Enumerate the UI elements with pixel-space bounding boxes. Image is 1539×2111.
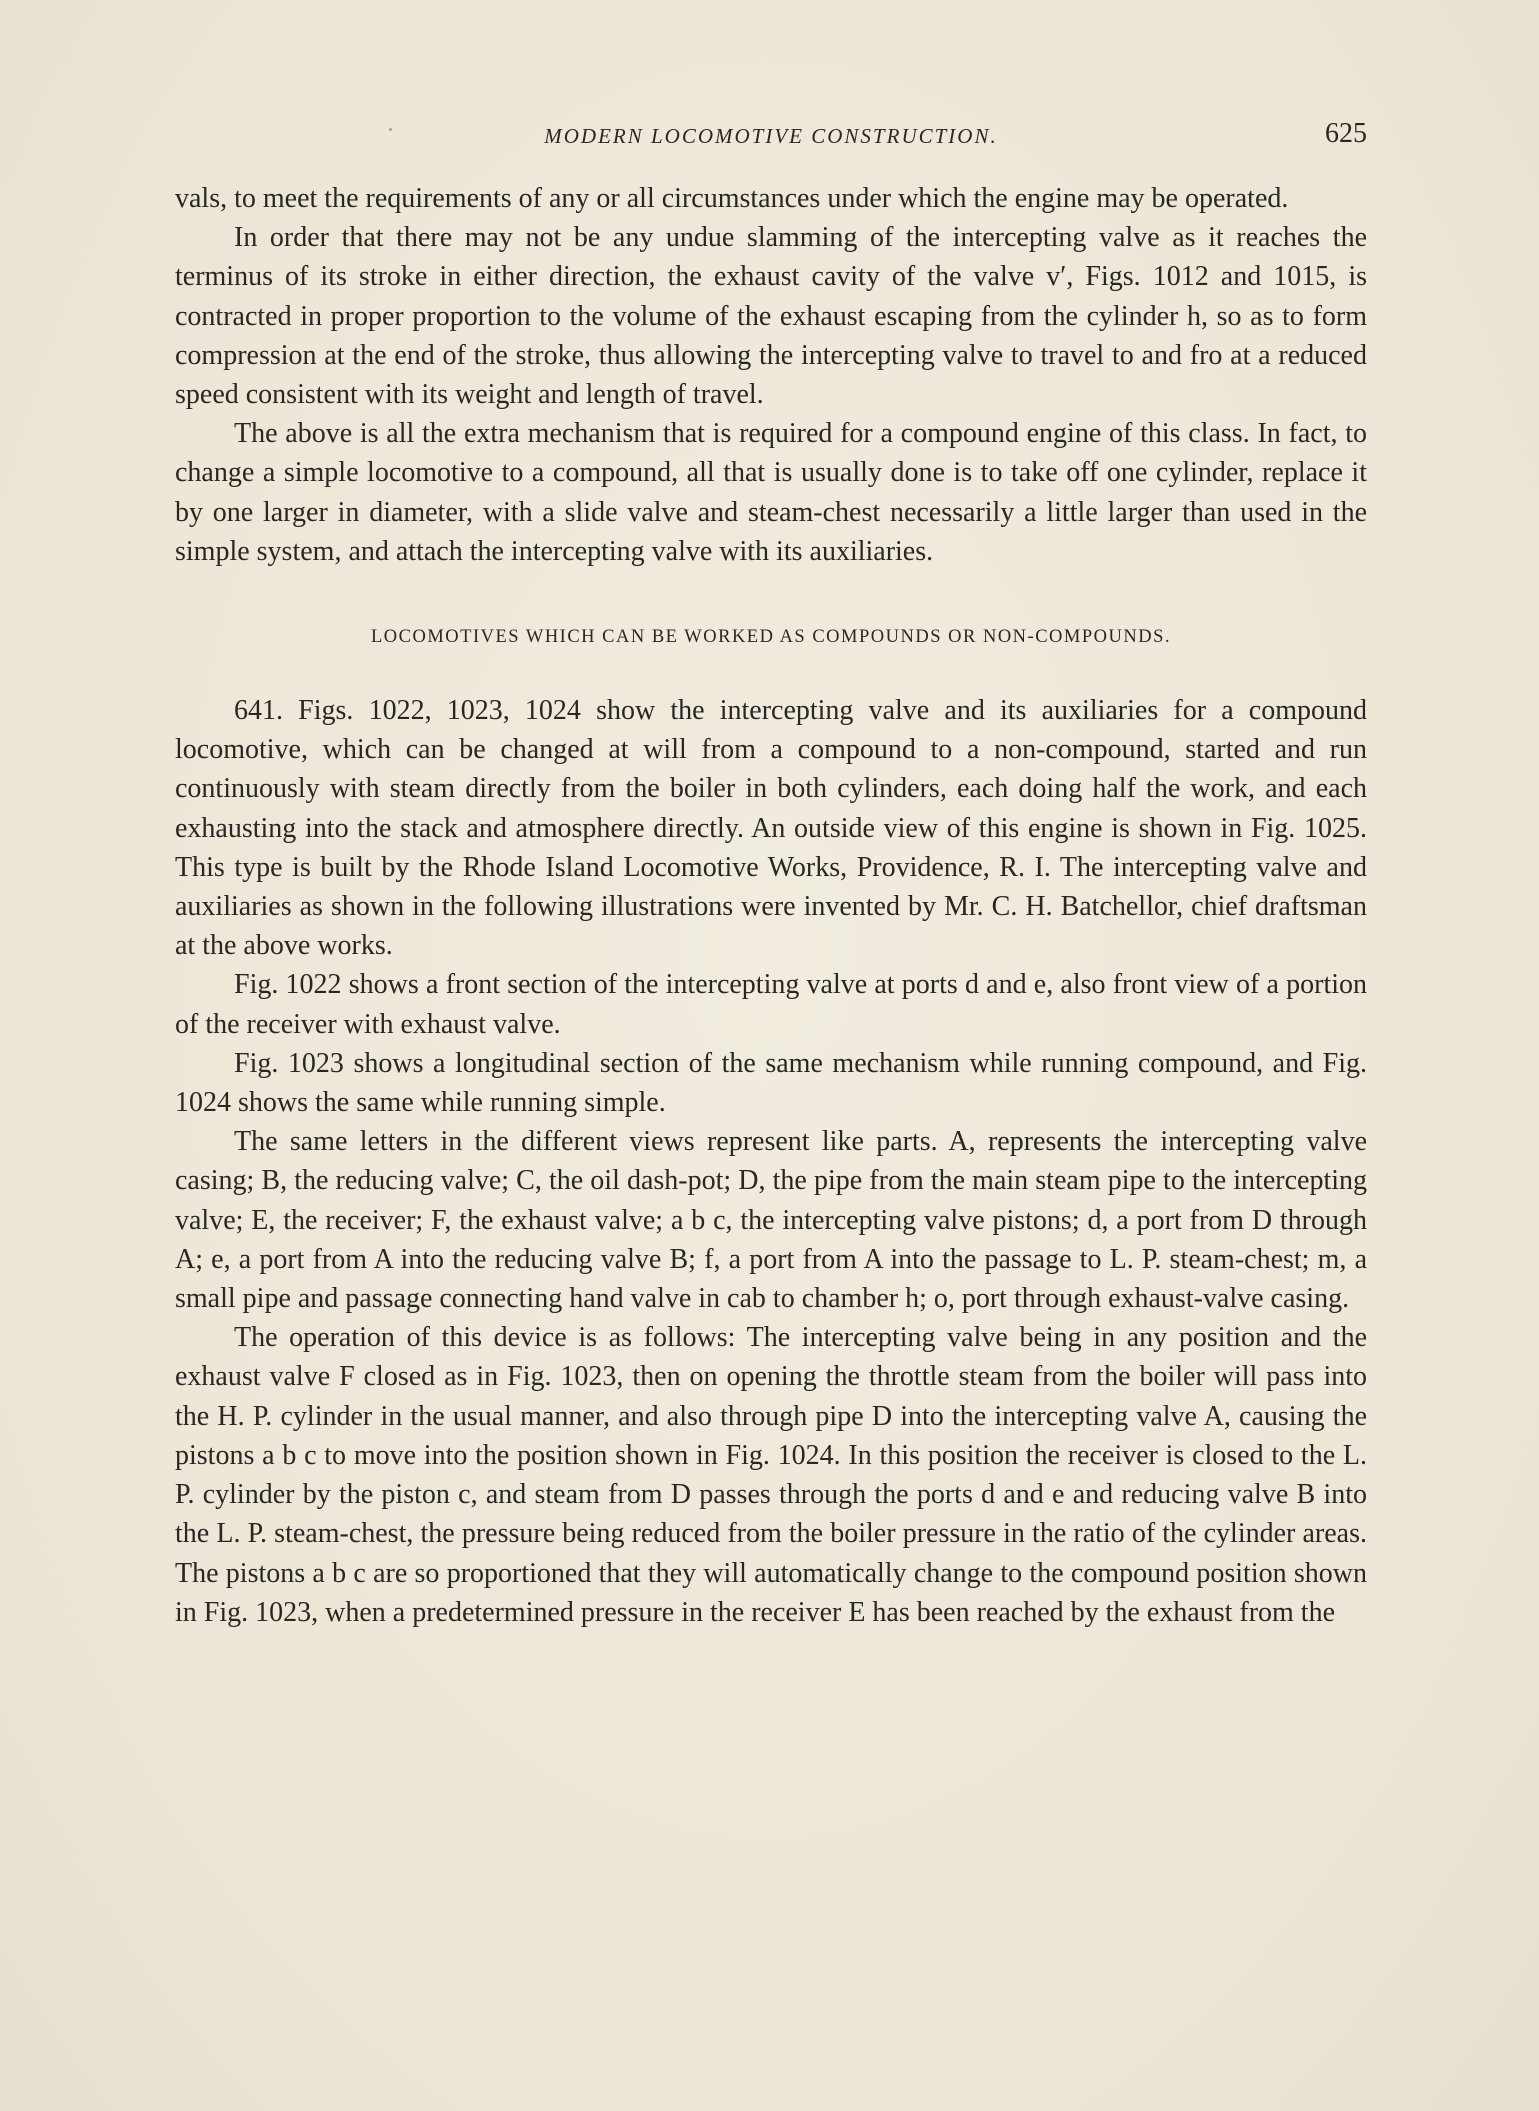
paragraph: The above is all the extra mechanism that is required for a compound engine of this class. In fact, to change a simple locomotive to a compound, all that is usually done is to take off one cylinder, replace it by one larger in diameter, with a slide valve and steam-chest necessarily a little larger than used in the simple system, and attach the intercepting valve with its auxiliaries. xyxy=(175,418,1367,567)
page-header xyxy=(175,118,1367,158)
page-number: 625 xyxy=(1325,118,1367,149)
body-text xyxy=(175,179,1367,1632)
paragraph: 641. Figs. 1022, 1023, 1024 show the intercepting valve and its auxiliaries for a compound locomotive, which can be changed at will from a compound to a non-compound, started and run continuously with steam directly from the boiler in both cylinders, each doing half the work, and each exhausting into the stack and atmosphere directly. An outside view of this engine is shown in Fig. 1025. This type is built by the Rhode Island Locomotive Works, Providence, R. I. The intercepting valve and auxiliaries as shown in the following illustrations were invented by Mr. C. H. Batchellor, chief draftsman at the above works. xyxy=(175,695,1367,962)
paragraph: Fig. 1022 shows a front section of the intercepting valve at ports d and e, also front view of a portion of the receiver with exhaust valve. xyxy=(175,969,1367,1040)
paragraph-continued: vals, to meet the requirements of any or all circumstances under which the engine may be operated. xyxy=(175,183,1289,214)
paragraph: In order that there may not be any undue slamming of the intercepting valve as it reaches the terminus of its stroke in either direction, the exhaust cavity of the valve v′, Figs. 1012 and 1015, is contracted in proper proportion to the volume of the exhaust escaping from the cylinder h, so as to form compression at the end of the stroke, thus allowing the intercepting valve to travel to and fro at a reduced speed consistent with its weight and length of travel. xyxy=(175,222,1367,411)
running-title: MODERN LOCOMOTIVE CONSTRUCTION. xyxy=(544,124,998,148)
paragraph: The same letters in the different views represent like parts. A, represents the intercepting valve casing; B, the reducing valve; C, the oil dash-pot; D, the pipe from the main steam pipe to the intercepting valve; E, the receiver; F, the exhaust valve; a b c, the intercepting valve pistons; d, a port from D through A; e, a port from A into the reducing valve B; f, a port from A into the passage to L. P. steam-chest; m, a small pipe and passage connecting hand valve in cab to chamber h; o, port through exhaust-valve casing. xyxy=(175,1126,1367,1315)
section-heading: LOCOMOTIVES WHICH CAN BE WORKED AS COMPOUNDS OR NON-COMPOUNDS. xyxy=(370,627,1171,648)
paragraph: The operation of this device is as follows: The intercepting valve being in any position and the exhaust valve F closed as in Fig. 1023, then on opening the throttle steam from the boiler will pass into the H. P. cylinder in the usual manner, and also through pipe D into the intercepting valve A, causing the pistons a b c to move into the position shown in Fig. 1024. In this position the receiver is closed to the L. P. cylinder by the piston c, and steam from D passes through the ports d and e and reducing valve B into the L. P. steam-chest, the pressure being reduced from the boiler pressure in the ratio of the cylinder areas. The pistons a b c are so proportioned that they will automatically change to the compound position shown in Fig. 1023, when a predetermined pressure in the receiver E has been reached by the exhaust from the xyxy=(175,1322,1367,1628)
paragraph: Fig. 1023 shows a longitudinal section of the same mechanism while running compound, and Fig. 1024 shows the same while running simple. xyxy=(175,1047,1367,1119)
